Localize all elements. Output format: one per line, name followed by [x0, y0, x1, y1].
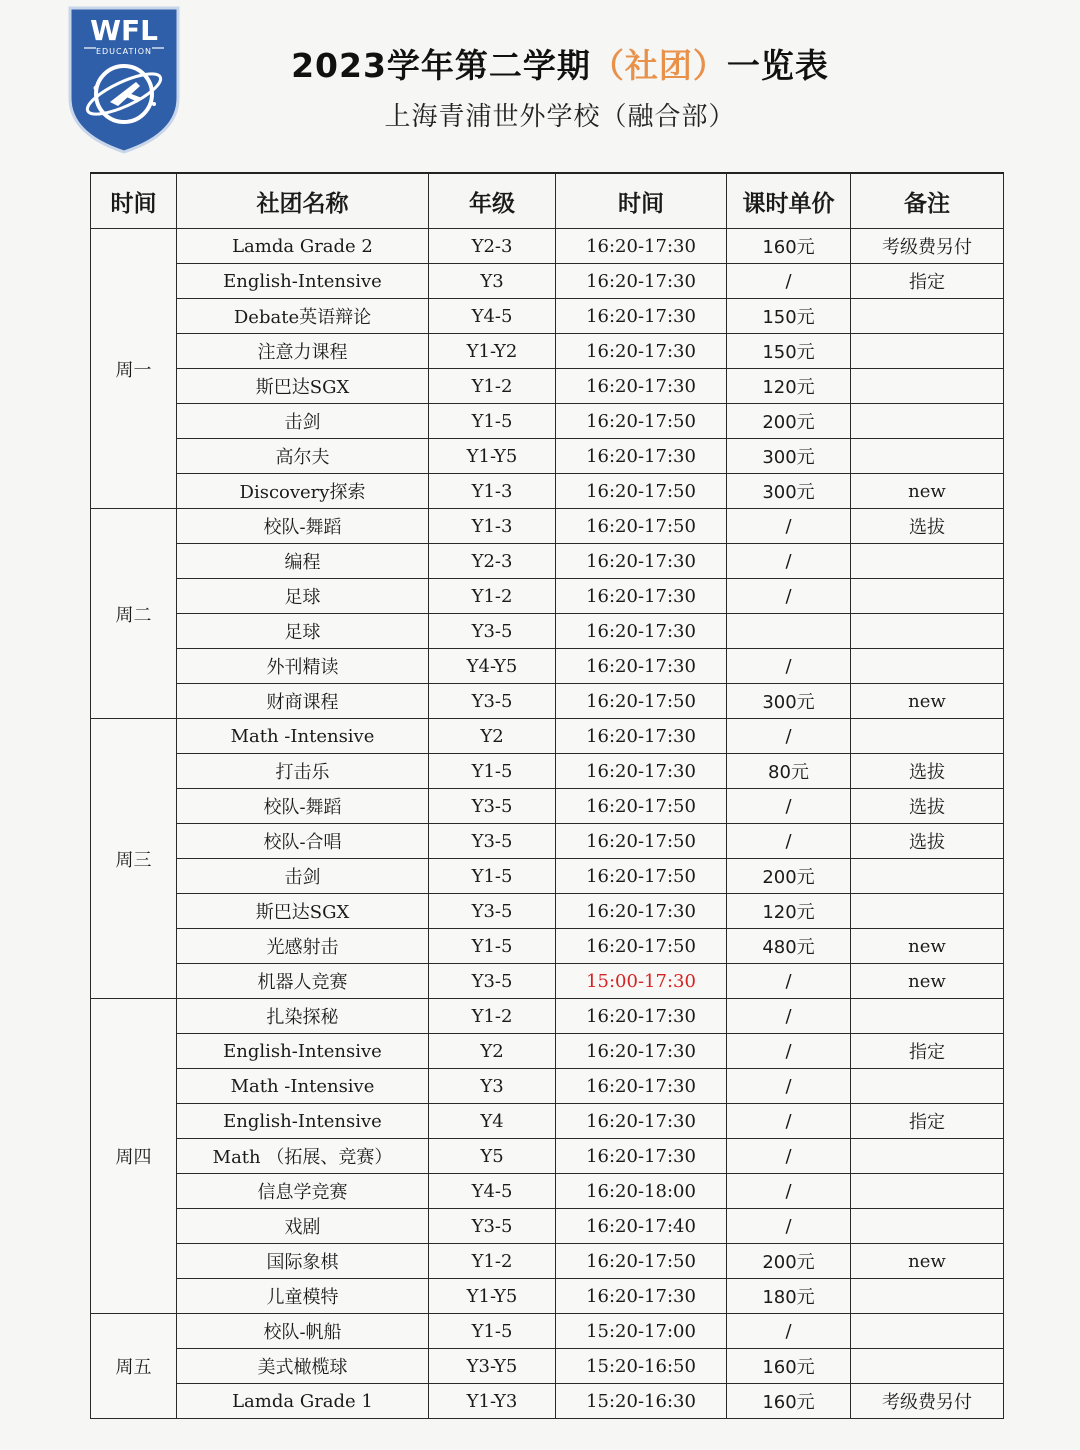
- time-cell: 16:20-17:50: [556, 684, 727, 719]
- table-row: [91, 754, 1004, 789]
- club-name-cell: 击剑: [177, 404, 429, 439]
- note-cell: 选拔: [851, 789, 1004, 824]
- note-cell: [851, 719, 1004, 754]
- time-cell: 16:20-17:50: [556, 509, 727, 544]
- note-cell: [851, 369, 1004, 404]
- price-cell: /: [727, 999, 851, 1034]
- logo-text: WFL: [90, 14, 158, 47]
- note-cell: new: [851, 929, 1004, 964]
- club-name-cell: English-Intensive: [177, 1104, 429, 1139]
- table-row: [91, 1174, 1004, 1209]
- price-cell: /: [727, 1209, 851, 1244]
- note-cell: new: [851, 964, 1004, 999]
- page-title: [180, 40, 940, 87]
- club-name-cell: 高尔夫: [177, 439, 429, 474]
- time-cell: 16:20-17:30: [556, 579, 727, 614]
- table-row: [91, 1139, 1004, 1174]
- note-cell: 指定: [851, 1034, 1004, 1069]
- time-cell: 16:20-17:50: [556, 789, 727, 824]
- table-row: [91, 369, 1004, 404]
- table-row: [91, 544, 1004, 579]
- club-name-cell: 国际象棋: [177, 1244, 429, 1279]
- day-cell: 周三: [91, 719, 177, 999]
- time-cell: 16:20-17:30: [556, 1034, 727, 1069]
- price-cell: 480元: [727, 929, 851, 964]
- time-cell: 16:20-17:50: [556, 404, 727, 439]
- table-row: [91, 509, 1004, 544]
- club-name-cell: 注意力课程: [177, 334, 429, 369]
- club-name-cell: 足球: [177, 579, 429, 614]
- grade-cell: Y2-3: [429, 544, 556, 579]
- time-cell: 16:20-17:30: [556, 894, 727, 929]
- time-cell: 16:20-17:30: [556, 1069, 727, 1104]
- price-cell: 180元: [727, 1279, 851, 1314]
- grade-cell: Y1-Y5: [429, 1279, 556, 1314]
- note-cell: 指定: [851, 1104, 1004, 1139]
- table-row: [91, 999, 1004, 1034]
- price-cell: 150元: [727, 299, 851, 334]
- grade-cell: Y4-5: [429, 1174, 556, 1209]
- grade-cell: Y3-5: [429, 824, 556, 859]
- time-cell: 15:20-16:50: [556, 1349, 727, 1384]
- club-name-cell: 校队-合唱: [177, 824, 429, 859]
- table-row: [91, 894, 1004, 929]
- time-cell: 16:20-17:30: [556, 1279, 727, 1314]
- time-cell: 16:20-17:30: [556, 334, 727, 369]
- note-cell: [851, 299, 1004, 334]
- price-cell: 200元: [727, 404, 851, 439]
- table-row: [91, 404, 1004, 439]
- time-cell: 16:20-17:30: [556, 369, 727, 404]
- grade-cell: Y2-3: [429, 229, 556, 264]
- grade-cell: Y1-2: [429, 1244, 556, 1279]
- time-cell: 16:20-18:00: [556, 1174, 727, 1209]
- price-cell: /: [727, 649, 851, 684]
- table-row: [91, 1384, 1004, 1419]
- grade-cell: Y3-Y5: [429, 1349, 556, 1384]
- price-cell: 300元: [727, 684, 851, 719]
- grade-cell: Y3-5: [429, 684, 556, 719]
- time-cell: 16:20-17:30: [556, 719, 727, 754]
- price-cell: [727, 614, 851, 649]
- time-cell: 16:20-17:30: [556, 264, 727, 299]
- price-cell: 200元: [727, 859, 851, 894]
- club-name-cell: Discovery探索: [177, 474, 429, 509]
- table-row: [91, 614, 1004, 649]
- note-cell: 考级费另付: [851, 229, 1004, 264]
- note-cell: [851, 1139, 1004, 1174]
- table-row: [91, 474, 1004, 509]
- grade-cell: Y1-2: [429, 579, 556, 614]
- club-name-cell: English-Intensive: [177, 264, 429, 299]
- grade-cell: Y1-5: [429, 754, 556, 789]
- day-cell: 周五: [91, 1314, 177, 1419]
- time-cell: 16:20-17:30: [556, 999, 727, 1034]
- note-cell: 指定: [851, 264, 1004, 299]
- price-cell: /: [727, 824, 851, 859]
- club-name-cell: 足球: [177, 614, 429, 649]
- club-name-cell: 编程: [177, 544, 429, 579]
- club-name-cell: 斯巴达SGX: [177, 894, 429, 929]
- note-cell: [851, 1349, 1004, 1384]
- grade-cell: Y3-5: [429, 894, 556, 929]
- table-row: [91, 1104, 1004, 1139]
- title-main: 2023学年第二学期: [291, 46, 591, 85]
- grade-cell: Y1-5: [429, 929, 556, 964]
- table-row: [91, 1034, 1004, 1069]
- grade-cell: Y1-3: [429, 509, 556, 544]
- price-cell: 120元: [727, 369, 851, 404]
- price-cell: /: [727, 1139, 851, 1174]
- time-cell: 16:20-17:50: [556, 929, 727, 964]
- note-cell: [851, 859, 1004, 894]
- grade-cell: Y4: [429, 1104, 556, 1139]
- time-cell: 15:20-16:30: [556, 1384, 727, 1419]
- table-row: [91, 299, 1004, 334]
- price-cell: /: [727, 544, 851, 579]
- time-cell: 16:20-17:30: [556, 299, 727, 334]
- price-cell: /: [727, 264, 851, 299]
- day-cell: 周四: [91, 999, 177, 1314]
- price-cell: /: [727, 1034, 851, 1069]
- grade-cell: Y1-Y3: [429, 1384, 556, 1419]
- club-name-cell: 校队-舞蹈: [177, 509, 429, 544]
- time-cell: 15:20-17:00: [556, 1314, 727, 1349]
- note-cell: [851, 439, 1004, 474]
- wfl-logo: [66, 6, 182, 154]
- grade-cell: Y3-5: [429, 614, 556, 649]
- col-header-club-name: 社团名称: [177, 173, 429, 229]
- table-row: [91, 439, 1004, 474]
- price-cell: /: [727, 789, 851, 824]
- price-cell: 160元: [727, 229, 851, 264]
- time-cell: 16:20-17:30: [556, 754, 727, 789]
- time-cell: 16:20-17:30: [556, 439, 727, 474]
- note-cell: [851, 1069, 1004, 1104]
- time-cell: 16:20-17:50: [556, 859, 727, 894]
- price-cell: /: [727, 1314, 851, 1349]
- table-row: [91, 579, 1004, 614]
- price-cell: /: [727, 964, 851, 999]
- club-name-cell: 机器人竞赛: [177, 964, 429, 999]
- club-name-cell: 外刊精读: [177, 649, 429, 684]
- grade-cell: Y3-5: [429, 789, 556, 824]
- day-cell: 周一: [91, 229, 177, 509]
- grade-cell: Y1-5: [429, 859, 556, 894]
- note-cell: [851, 999, 1004, 1034]
- table-row: [91, 1244, 1004, 1279]
- price-cell: 160元: [727, 1349, 851, 1384]
- table-row: [91, 824, 1004, 859]
- grade-cell: Y1-Y5: [429, 439, 556, 474]
- grade-cell: Y4-Y5: [429, 649, 556, 684]
- logo-subtext: EDUCATION: [95, 47, 153, 56]
- table-row: [91, 859, 1004, 894]
- club-name-cell: English-Intensive: [177, 1034, 429, 1069]
- club-schedule-table: [90, 172, 1004, 1419]
- note-cell: [851, 1209, 1004, 1244]
- note-cell: [851, 1279, 1004, 1314]
- time-cell: 16:20-17:30: [556, 544, 727, 579]
- club-name-cell: 美式橄榄球: [177, 1349, 429, 1384]
- time-cell: 16:20-17:30: [556, 614, 727, 649]
- grade-cell: Y1-2: [429, 369, 556, 404]
- note-cell: 选拔: [851, 754, 1004, 789]
- table-row: [91, 229, 1004, 264]
- table-header-row: [91, 173, 1004, 229]
- price-cell: 160元: [727, 1384, 851, 1419]
- table-row: [91, 789, 1004, 824]
- club-name-cell: Math （拓展、竞赛）: [177, 1139, 429, 1174]
- club-name-cell: 信息学竞赛: [177, 1174, 429, 1209]
- col-header-time: 时间: [556, 173, 727, 229]
- grade-cell: Y3: [429, 264, 556, 299]
- note-cell: [851, 1314, 1004, 1349]
- note-cell: 考级费另付: [851, 1384, 1004, 1419]
- header: [0, 0, 1080, 170]
- price-cell: /: [727, 1104, 851, 1139]
- club-name-cell: 光感射击: [177, 929, 429, 964]
- club-name-cell: 校队-舞蹈: [177, 789, 429, 824]
- note-cell: new: [851, 684, 1004, 719]
- price-cell: /: [727, 1174, 851, 1209]
- club-name-cell: 击剑: [177, 859, 429, 894]
- club-name-cell: Lamda Grade 1: [177, 1384, 429, 1419]
- time-cell: 16:20-17:30: [556, 1104, 727, 1139]
- price-cell: /: [727, 1069, 851, 1104]
- note-cell: [851, 334, 1004, 369]
- grade-cell: Y1-3: [429, 474, 556, 509]
- table-body: [91, 229, 1004, 1419]
- table-row: [91, 1209, 1004, 1244]
- price-cell: /: [727, 719, 851, 754]
- table-row: [91, 264, 1004, 299]
- note-cell: [851, 579, 1004, 614]
- grade-cell: Y5: [429, 1139, 556, 1174]
- table-row: [91, 929, 1004, 964]
- grade-cell: Y1-Y2: [429, 334, 556, 369]
- club-name-cell: 斯巴达SGX: [177, 369, 429, 404]
- grade-cell: Y4-5: [429, 299, 556, 334]
- col-header-day: 时间: [91, 173, 177, 229]
- note-cell: [851, 1174, 1004, 1209]
- note-cell: 选拔: [851, 824, 1004, 859]
- price-cell: /: [727, 579, 851, 614]
- grade-cell: Y3-5: [429, 964, 556, 999]
- note-cell: [851, 544, 1004, 579]
- time-cell: 16:20-17:30: [556, 649, 727, 684]
- col-header-notes: 备注: [851, 173, 1004, 229]
- table-row: [91, 1314, 1004, 1349]
- table-row: [91, 964, 1004, 999]
- club-name-cell: 儿童模特: [177, 1279, 429, 1314]
- table-row: [91, 684, 1004, 719]
- price-cell: 300元: [727, 474, 851, 509]
- note-cell: 选拔: [851, 509, 1004, 544]
- club-name-cell: 校队-帆船: [177, 1314, 429, 1349]
- club-name-cell: 打击乐: [177, 754, 429, 789]
- time-cell: 16:20-17:50: [556, 1244, 727, 1279]
- page-subtitle: 上海青浦世外学校（融合部）: [384, 102, 736, 132]
- note-cell: [851, 404, 1004, 439]
- note-cell: [851, 649, 1004, 684]
- time-cell: 15:00-17:30: [556, 964, 727, 999]
- note-cell: new: [851, 474, 1004, 509]
- price-cell: 300元: [727, 439, 851, 474]
- price-cell: 150元: [727, 334, 851, 369]
- price-cell: 120元: [727, 894, 851, 929]
- club-name-cell: 扎染探秘: [177, 999, 429, 1034]
- price-cell: /: [727, 509, 851, 544]
- day-cell: 周二: [91, 509, 177, 719]
- col-header-unit-price: 课时单价: [727, 173, 851, 229]
- club-name-cell: 财商课程: [177, 684, 429, 719]
- club-name-cell: 戏剧: [177, 1209, 429, 1244]
- club-name-cell: Math -Intensive: [177, 1069, 429, 1104]
- table-row: [91, 1349, 1004, 1384]
- table-row: [91, 649, 1004, 684]
- price-cell: 200元: [727, 1244, 851, 1279]
- table-row: [91, 334, 1004, 369]
- price-cell: 80元: [727, 754, 851, 789]
- note-cell: new: [851, 1244, 1004, 1279]
- club-name-cell: Lamda Grade 2: [177, 229, 429, 264]
- title-accent: （社团）: [590, 46, 727, 85]
- grade-cell: Y1-2: [429, 999, 556, 1034]
- grade-cell: Y1-5: [429, 404, 556, 439]
- time-cell: 16:20-17:50: [556, 474, 727, 509]
- time-cell: 16:20-17:50: [556, 824, 727, 859]
- note-cell: [851, 614, 1004, 649]
- grade-cell: Y2: [429, 1034, 556, 1069]
- col-header-grade: 年级: [429, 173, 556, 229]
- grade-cell: Y1-5: [429, 1314, 556, 1349]
- grade-cell: Y3-5: [429, 1209, 556, 1244]
- grade-cell: Y2: [429, 719, 556, 754]
- club-name-cell: Debate英语辩论: [177, 299, 429, 334]
- note-cell: [851, 894, 1004, 929]
- table-row: [91, 1069, 1004, 1104]
- time-cell: 16:20-17:30: [556, 1139, 727, 1174]
- club-name-cell: Math -Intensive: [177, 719, 429, 754]
- time-cell: 16:20-17:40: [556, 1209, 727, 1244]
- time-cell: 16:20-17:30: [556, 229, 727, 264]
- grade-cell: Y3: [429, 1069, 556, 1104]
- table-row: [91, 719, 1004, 754]
- table-row: [91, 1279, 1004, 1314]
- title-suffix: 一览表: [726, 46, 829, 85]
